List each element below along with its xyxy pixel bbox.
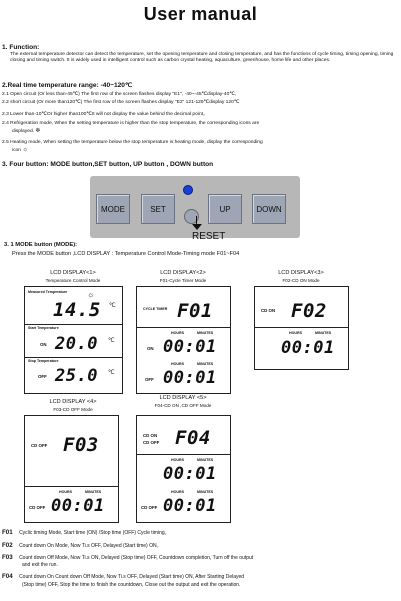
divider	[25, 357, 122, 358]
section-function-body: The external temperature detector can detect the temperature, set the opening temperature and closing temperature, and has the functions of cycle timing, timing opening, timing closing and timing switch. It is widely used in intelligent control such as carbon crystal heating, aquaculture, greenhouse, home life and other places.	[10, 52, 394, 64]
mode-f04-text-cont: (Stop time) OFF, Stop the time to finish the countdown, Close out the output and exit the operation.	[22, 582, 241, 588]
page-title: User manual	[143, 4, 258, 24]
mode-f03-text-cont: and exit the run.	[22, 562, 58, 568]
line-2-5: 2.5 Heating mode, When setting the temperature below the stop temperature is heating mode, display the corresponding	[2, 140, 263, 145]
minutes-label: MINUTES	[197, 490, 214, 494]
line-2-1: 2.1 Open circuit (Or less than-45℃) The first row of the screen flashes display "E1", -40~-45℃display-40℃,	[2, 92, 237, 97]
lcd-display-1	[24, 286, 123, 394]
mode-f04-code: F04	[2, 573, 13, 580]
start-temperature-label: Start Temperature	[28, 326, 59, 330]
divider	[25, 324, 122, 325]
lcd-display-2	[136, 286, 231, 394]
mode-f01-description	[2, 530, 170, 536]
lcd-display-3	[254, 286, 349, 370]
reset-label: RESET	[192, 231, 226, 242]
mode-f02-text: Count down On Mode, Now Ti.s OFF, Delayed (Start time) ON。	[19, 543, 162, 549]
display-4-subtitle: F03-CD OFF Mode	[53, 407, 93, 412]
minutes-label: MINUTES	[197, 331, 214, 335]
display-5-title: LCD DISPLAY <5>	[159, 395, 207, 401]
line-2-5-cont-text: icon	[12, 148, 21, 153]
mode-f03-description	[2, 555, 253, 561]
mode-code: F03	[63, 434, 99, 456]
line-2-4: 2.4 Refrigeration mode, When the setting temperature is higher than the stop temperature, the corresponding icons are	[2, 121, 260, 126]
mode-code: F04	[175, 427, 211, 449]
start-temperature-value: 20.0	[55, 334, 98, 354]
off-time-value: 00:01	[163, 368, 217, 388]
countdown-value: 00:01	[281, 338, 335, 358]
line-2-3: 2.3 Lower than-10℃Or higher than100℃It will not display the value behind the decimal point。	[2, 112, 208, 117]
cd-off-label: CD OFF	[143, 440, 160, 445]
divider	[255, 327, 348, 328]
divider	[137, 327, 230, 328]
hours-label: HOURS	[289, 331, 302, 335]
mode-f04-description	[2, 574, 244, 580]
hours-label: HOURS	[171, 331, 184, 335]
lcd-display-5	[136, 415, 231, 523]
stop-temperature-label: Stop Temperature	[28, 359, 59, 363]
display-1-subtitle: Temperature Control Mode	[45, 278, 101, 283]
cd-off-label: CD OFF	[29, 505, 46, 510]
display-1-title: LCD DISPLAY<1>	[50, 270, 96, 276]
hours-label: HOURS	[171, 362, 184, 366]
cycle-timer-label: CYCLE TIMER	[143, 307, 168, 311]
cd-off-label: CD OFF	[31, 443, 48, 448]
minutes-label: MINUTES	[315, 331, 332, 335]
up-button[interactable]: UP	[208, 194, 242, 224]
off-label: OFF	[145, 377, 154, 382]
countdown-off-value: 00:01	[163, 496, 217, 516]
divider	[137, 454, 230, 455]
hours-label: HOURS	[59, 490, 72, 494]
sun-icon: ☼	[22, 147, 28, 153]
mode-button-description: Press the MODE button ,LCD DISPLAY : Temperature Control Mode-Timing mode F01~F04	[12, 251, 240, 257]
mode-code: F02	[291, 300, 327, 322]
section-function-heading: 1. Function:	[2, 44, 40, 51]
line-2-2: 2.2 short circuit (Or more than120℃) The first row of the screen flashes display "E2" 121-129℃display 120℃	[2, 100, 240, 105]
minutes-label: MINUTES	[197, 362, 214, 366]
countdown-on-value: 00:01	[163, 464, 217, 484]
line-2-5-cont	[12, 147, 28, 154]
mode-code: F01	[177, 300, 213, 322]
cd-on-label: CD ON	[143, 433, 158, 438]
line-2-4-cont	[12, 128, 40, 135]
mode-button-heading: 3. 1 MODE button (MODE):	[4, 242, 78, 248]
display-5-subtitle: F04-CD ON ,CD OFF Mode	[154, 403, 212, 408]
minutes-label: MINUTES	[197, 458, 214, 462]
display-4-title: LCD DISPLAY <4>	[49, 399, 97, 405]
off-label: OFF	[38, 374, 47, 379]
hours-label: HOURS	[171, 490, 184, 494]
on-label: ON	[40, 342, 47, 347]
line-2-4-cont-text: displayed.	[12, 129, 35, 134]
mode-f02-code: F02	[2, 542, 13, 549]
on-label: ON	[147, 346, 154, 351]
on-time-value: 00:01	[163, 337, 217, 357]
mode-f03-text: Count down Off Mode, Now Ti.s ON, Delayed (Stop time) OFF, Countdown completion, Turn off the output	[19, 555, 254, 561]
display-2-title: LCD DISPLAY<2>	[160, 270, 206, 276]
power-led	[183, 185, 193, 195]
reset-arrow-icon	[192, 224, 202, 230]
unit-celsius: ℃	[108, 370, 115, 376]
sun-icon: ☼	[87, 290, 95, 299]
mode-f04-text: Count down On Count down Off Mode, Now Ti.s OFF, Delayed (Start time) ON, After Starting Delayed	[19, 574, 245, 580]
mode-f01-text: Cyclic timing Mode, Start time (ON) /Stop time (OFF) Cycle timing。	[19, 530, 170, 536]
snowflake-icon: ❄	[35, 128, 41, 134]
unit-celsius: ℃	[108, 338, 115, 344]
unit-celsius: ℃	[109, 303, 116, 309]
cd-on-label: CD ON	[261, 308, 276, 313]
hours-label: HOURS	[171, 458, 184, 462]
countdown-value: 00:01	[51, 496, 105, 516]
stop-temperature-value: 25.0	[55, 366, 98, 386]
divider	[25, 486, 118, 487]
down-button[interactable]: DOWN	[252, 194, 286, 224]
mode-f02-description	[2, 543, 162, 549]
display-3-title: LCD DISPLAY<3>	[278, 270, 324, 276]
display-2-subtitle: F01-Cycle Timer Mode	[159, 278, 207, 283]
section-temperature-heading: 2.Real time temperature range: -40~120℃	[2, 82, 133, 89]
measured-temperature-value: 14.5	[53, 299, 101, 321]
cd-off-label: CD OFF	[141, 505, 158, 510]
measured-temperature-label: Measured Temperature	[28, 290, 68, 294]
set-button[interactable]: SET	[141, 194, 175, 224]
mode-button[interactable]: MODE	[96, 194, 130, 224]
minutes-label: MINUTES	[85, 490, 102, 494]
mode-f03-code: F03	[2, 554, 13, 561]
display-3-subtitle: F02-CD ON Mode	[282, 278, 320, 283]
section-buttons-heading: 3. Four button: MODE button,SET button, UP button , DOWN button	[2, 161, 214, 168]
mode-f01-code: F01	[2, 529, 13, 536]
lcd-display-4	[24, 415, 119, 523]
